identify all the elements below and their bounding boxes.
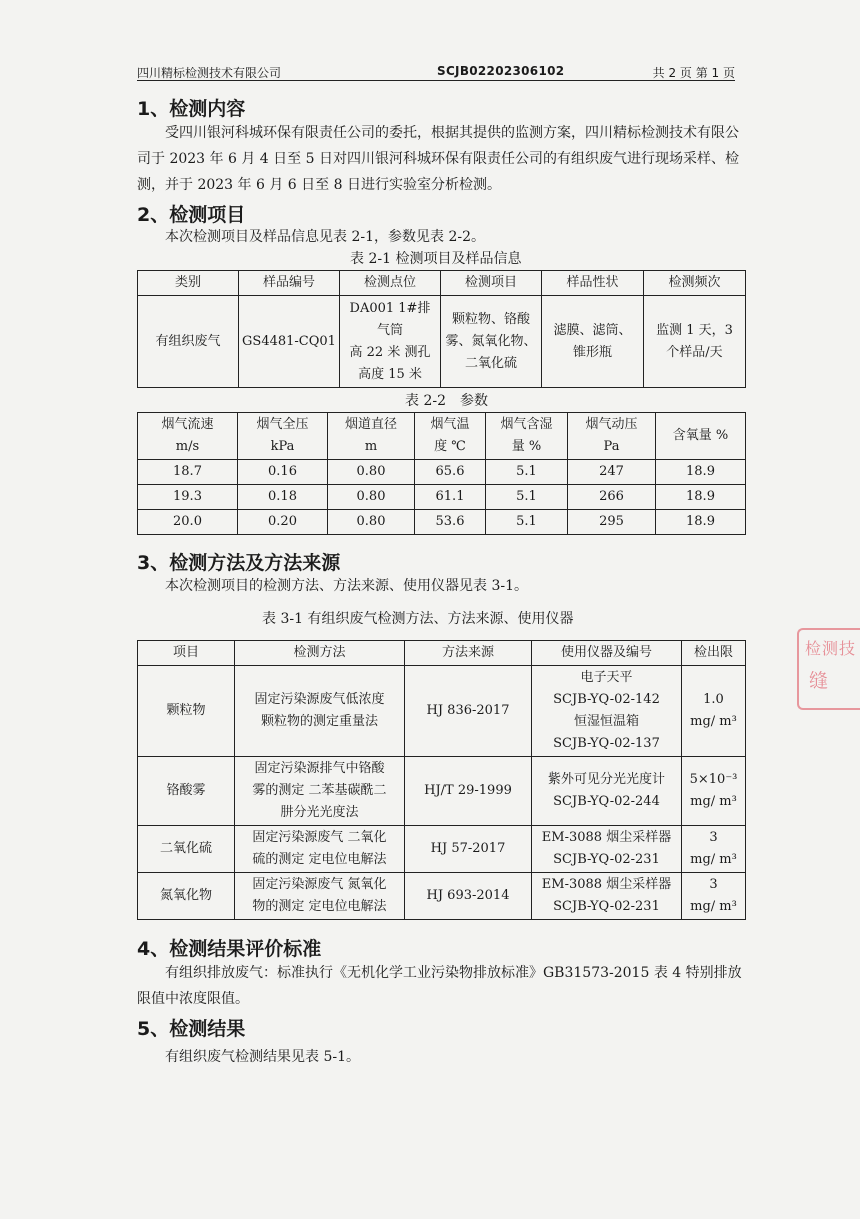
table-cell: 18.9 <box>656 485 746 510</box>
table-cell: 固定污染源废气 氮氧化 物的测定 定电位电解法 <box>235 873 405 920</box>
table-cell: DA001 1#排 气筒 高 22 米 测孔 高度 15 米 <box>340 296 441 388</box>
table-row <box>138 666 746 757</box>
header-cell: 检测项目 <box>441 271 542 296</box>
header-cell: 检测频次 <box>644 271 746 296</box>
table-row <box>138 485 746 510</box>
table-cell: HJ 836-2017 <box>405 666 532 757</box>
table-cell: EM-3088 烟尘采样器 SCJB-YQ-02-231 <box>532 826 682 873</box>
table-cell: 氮氧化物 <box>138 873 235 920</box>
table-cell: 1.0 mg/ m³ <box>682 666 746 757</box>
table-cell: 0.80 <box>328 460 415 485</box>
table-cell: 247 <box>568 460 656 485</box>
section-5-title: 5、检测结果 <box>137 1018 246 1040</box>
table-cell: 电子天平 SCJB-YQ-02-142 恒湿恒温箱 SCJB-YQ-02-137 <box>532 666 682 757</box>
table-cell: 5×10⁻³ mg/ m³ <box>682 757 746 826</box>
table-cell: 0.16 <box>238 460 328 485</box>
header-cell: 含氧量 % <box>656 413 746 460</box>
header-cell: 样品性状 <box>542 271 644 296</box>
table-cell: 紫外可见分光光度计 SCJB-YQ-02-244 <box>532 757 682 826</box>
table-cell: 18.9 <box>656 510 746 535</box>
header-cell: 烟道直径 m <box>328 413 415 460</box>
table-cell: 18.7 <box>138 460 238 485</box>
table-cell: 18.9 <box>656 460 746 485</box>
table-2-2-caption: 表 2-2 参数 <box>405 393 488 409</box>
table-cell: 固定污染源废气低浓度 颗粒物的测定重量法 <box>235 666 405 757</box>
table-row <box>138 510 746 535</box>
table-cell: 3 mg/ m³ <box>682 873 746 920</box>
table-cell: 53.6 <box>415 510 486 535</box>
seal-text-line2: 缝 <box>809 670 830 692</box>
section-1-title: 1、检测内容 <box>137 98 246 120</box>
table-cell: 有组织废气 <box>138 296 239 388</box>
table-cell: 固定污染源排气中铬酸 雾的测定 二苯基碳酰二 肼分光光度法 <box>235 757 405 826</box>
table-cell: 颗粒物、铬酸 雾、氮氧化物、 二氧化硫 <box>441 296 542 388</box>
table-2-2 <box>137 412 746 535</box>
header-cell: 项目 <box>138 641 235 666</box>
section-2-text: 本次检测项目及样品信息见表 2-1，参数见表 2-2。 <box>165 229 485 245</box>
header-cell: 检测点位 <box>340 271 441 296</box>
table-cell: 5.1 <box>486 485 568 510</box>
header-cell: 样品编号 <box>239 271 340 296</box>
header-cell: 烟气动压 Pa <box>568 413 656 460</box>
table-2-1-caption: 表 2-1 检测项目及样品信息 <box>350 251 522 267</box>
header-cell: 检出限 <box>682 641 746 666</box>
table-cell: 滤膜、滤筒、 锥形瓶 <box>542 296 644 388</box>
section-4-title: 4、检测结果评价标准 <box>137 938 322 960</box>
header-cell: 烟气含湿 量 % <box>486 413 568 460</box>
table-2-1 <box>137 270 746 388</box>
table-cell: 0.80 <box>328 510 415 535</box>
table-row <box>138 757 746 826</box>
table-cell: HJ 57-2017 <box>405 826 532 873</box>
header-cell: 烟气流速 m/s <box>138 413 238 460</box>
table-cell: 61.1 <box>415 485 486 510</box>
table-row <box>138 460 746 485</box>
table-cell: HJ/T 29-1999 <box>405 757 532 826</box>
seal-stamp <box>797 628 860 710</box>
section-1-text: 受四川银河科城环保有限责任公司的委托，根据其提供的监测方案，四川精标检测技术有限公司于 2023 年 6 月 4 日至 5 日对四川银河科城环保有限责任公司的有组织废气进行现场采样、检测，并于 2023 年 6 月 6 日至 8 日进行实验室分析检测。 <box>137 125 739 193</box>
table-cell: 铬酸雾 <box>138 757 235 826</box>
table-cell: 266 <box>568 485 656 510</box>
table-cell: 二氧化硫 <box>138 826 235 873</box>
table-header-row <box>138 413 746 460</box>
table-cell: 0.80 <box>328 485 415 510</box>
header-cell: 方法来源 <box>405 641 532 666</box>
page-header <box>137 62 735 81</box>
header-cell: 使用仪器及编号 <box>532 641 682 666</box>
table-cell: HJ 693-2014 <box>405 873 532 920</box>
header-cell: 类别 <box>138 271 239 296</box>
table-cell: 19.3 <box>138 485 238 510</box>
table-cell: 固定污染源废气 二氧化 硫的测定 定电位电解法 <box>235 826 405 873</box>
table-3-1-caption: 表 3-1 有组织废气检测方法、方法来源、使用仪器 <box>262 611 574 627</box>
header-report-number: SCJB02202306102 <box>437 64 565 78</box>
table-row <box>138 296 746 388</box>
table-cell: 5.1 <box>486 510 568 535</box>
table-cell: 0.18 <box>238 485 328 510</box>
section-5-text: 有组织废气检测结果见表 5-1。 <box>165 1049 360 1065</box>
section-2-title: 2、检测项目 <box>137 204 246 226</box>
table-row <box>138 826 746 873</box>
table-cell: 295 <box>568 510 656 535</box>
header-cell: 烟气全压 kPa <box>238 413 328 460</box>
header-company: 四川精标检测技术有限公司 <box>137 66 282 80</box>
header-page-info: 共 2 页 第 1 页 <box>652 66 735 80</box>
table-row <box>138 873 746 920</box>
table-cell: 5.1 <box>486 460 568 485</box>
header-cell: 检测方法 <box>235 641 405 666</box>
table-cell: 3 mg/ m³ <box>682 826 746 873</box>
seal-text-line1: 检测技 <box>805 639 857 658</box>
table-cell: 20.0 <box>138 510 238 535</box>
section-3-title: 3、检测方法及方法来源 <box>137 552 341 574</box>
table-cell: 颗粒物 <box>138 666 235 757</box>
table-cell: 0.20 <box>238 510 328 535</box>
table-cell: 65.6 <box>415 460 486 485</box>
table-3-1 <box>137 640 746 920</box>
section-3-text: 本次检测项目的检测方法、方法来源、使用仪器见表 3-1。 <box>165 578 528 594</box>
table-cell: 监测 1 天，3 个样品/天 <box>644 296 746 388</box>
table-cell: EM-3088 烟尘采样器 SCJB-YQ-02-231 <box>532 873 682 920</box>
header-cell: 烟气温 度 ℃ <box>415 413 486 460</box>
section-4-text: 有组织排放废气：标准执行《无机化学工业污染物排放标准》GB31573-2015 表 4 特别排放限值中浓度限值。 <box>137 965 742 1007</box>
table-header-row <box>138 271 746 296</box>
table-cell: GS4481-CQ01 <box>239 296 340 388</box>
table-header-row <box>138 641 746 666</box>
